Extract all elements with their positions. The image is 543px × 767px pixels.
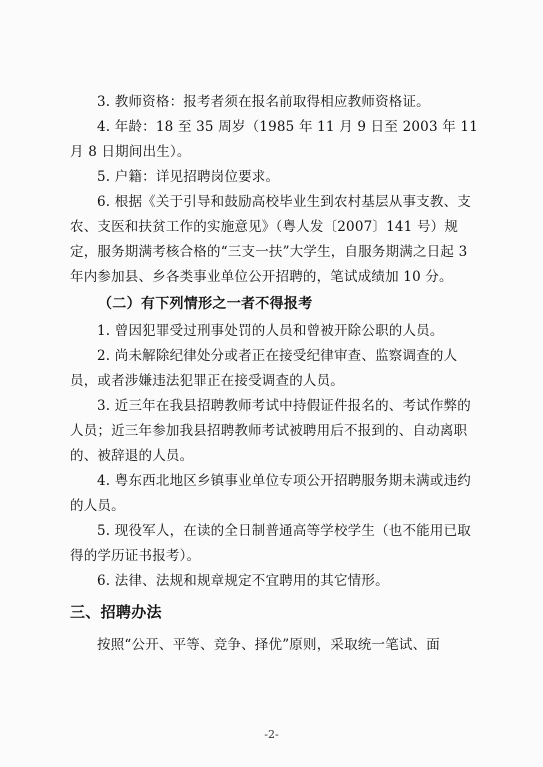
section-three-text: 按照“公开、平等、竞争、择优”原则，采取统一笔试、面 xyxy=(97,637,441,653)
section-two-item-1: 1. 曾因犯罪受过刑事处罚的人员和曾被开除公职的人员。 xyxy=(97,323,444,339)
section-two-item-2: 2. 尚未解除纪律处分或者正在接受纪律审查、监察调查的人员，或者涉嫌违法犯罪正在接受调查的人员。 xyxy=(70,348,458,389)
paragraph-age: 4. 年龄：18 至 35 周岁（1985 年 11 月 9 日至 2003 年 11 月 8 日期间出生）。 xyxy=(70,119,478,160)
document-body xyxy=(70,90,480,658)
section-two-item-3: 3. 近三年在我县招聘教师考试中持假证件报名的、考试作弊的人员；近三年参加我县招聘教师考试被聘用后不报到的、自动离职的、被辞退的人员。 xyxy=(70,398,471,464)
section-two-title: （二）有下列情形之一者不得报考 xyxy=(98,296,313,312)
paragraph-household: 5. 户籍：详见招聘岗位要求。 xyxy=(97,169,280,185)
section-two-item-4: 4. 粤东西北地区乡镇事业单位专项公开招聘服务期未满或违约的人员。 xyxy=(70,473,471,514)
section-three-title: 三、招聘办法 xyxy=(70,603,162,621)
paragraph-bonus-points: 6. 根据《关于引导和鼓励高校毕业生到农村基层从事支教、支农、支医和扶贫工作的实施意见》（粤人发〔2007〕141 号）规定，服务期满考核合格的“三支一扶”大学生，自服务期满之日起 3 年内参加县、乡各类事业单位公开招聘的，笔试成绩加 10 分。 xyxy=(70,194,471,285)
section-two-item-6: 6. 法律、法规和规章规定不宜聘用的其它情形。 xyxy=(97,573,389,589)
page-number: -2- xyxy=(264,728,279,741)
section-two-item-5: 5. 现役军人，在读的全日制普通高等学校学生（也不能用已取得的学历证书报考）。 xyxy=(70,523,471,564)
paragraph-teacher-qualification: 3. 教师资格：报考者须在报名前取得相应教师资格证。 xyxy=(97,94,430,110)
